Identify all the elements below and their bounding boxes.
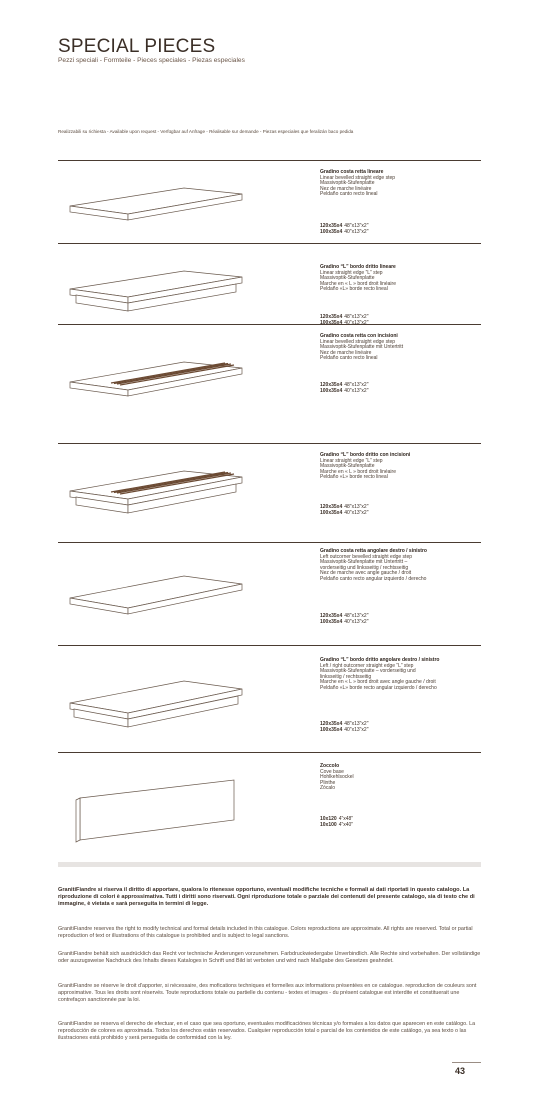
desc-line: vorderseitig und linksseitig / rechtsseitig: [320, 564, 409, 571]
special-piece-item: [58, 645, 481, 752]
size-code: 100x35x4: [320, 619, 343, 625]
availability-note: Realizzabili su richiesta - Available upon request - Verfügbar auf Anfrage - Réalisable sur demande - Piezas especiales que feralizán baco pedida: [58, 129, 354, 134]
step-l-edge-drawing: [66, 257, 246, 319]
item-name: Gradino costa retta lineare: [320, 169, 384, 175]
size-inch: 48"x13"x2": [344, 504, 369, 510]
desc-line: Massivoptik-Stufenplatte: [320, 180, 375, 187]
size-inch: 48"x13"x2": [344, 721, 369, 727]
desc-line: Peldaño «L» borde recto angular izquierdo / derecho: [320, 684, 437, 691]
size-inch: 40"x13"x2": [344, 229, 369, 235]
size-inch: 48"x13"x2": [344, 223, 369, 229]
desc-line: Massivoptik-Stufenplatte mit Untertritt: [320, 344, 404, 351]
size-inch: 40"x13"x2": [344, 510, 369, 516]
size-code: 100x35x4: [320, 388, 343, 394]
special-piece-item: [58, 443, 481, 542]
step-corner-drawing: [66, 562, 246, 632]
size-inch: 48"x13"x2": [344, 613, 369, 619]
item-name: Gradino “L” bordo dritto con incisioni: [320, 452, 411, 458]
size-row: [320, 229, 368, 235]
size-list: [320, 504, 368, 516]
desc-line: Peldaño canto recto lineal: [320, 191, 378, 198]
desc-line: Linear straight edge “L” step: [320, 269, 383, 276]
section-separator: [58, 862, 481, 867]
special-piece-item: [58, 542, 481, 645]
desc-line: Peldaño «L» borde recto lineal: [320, 286, 388, 293]
item-description: [320, 549, 480, 583]
special-piece-item: [58, 243, 481, 324]
size-inch: 4"x40": [338, 822, 354, 828]
legal-notice-de: GranitiFiandre behält sich ausdrücklich das Recht vor technische Änderungen vorzunehmen. Farbdruckwiedergabe Unverbindlich. Alle Rechte sind vorbehalten. Der vollständige oder auszugsweise Nachdruck des Inhalts dieses Kataloges in Schrift und Bild ist verboten und wird nach Maßgabe des Gesetzes geahndet.: [58, 951, 481, 964]
desc-line: Massivoptik-Stufenplatte: [320, 463, 375, 470]
desc-line: Massivoptik-Stufenplatte: [320, 275, 375, 282]
item-name: Gradino “L” bordo dritto angolare destro / sinistro: [320, 657, 440, 663]
size-code: 10x100: [320, 822, 337, 828]
cove-base-drawing: [66, 766, 246, 856]
size-inch: 40"x13"x2": [344, 388, 369, 394]
size-row: [320, 727, 368, 733]
item-name: Gradino costa retta con incisioni: [320, 333, 398, 339]
size-code: 100x35x4: [320, 510, 343, 516]
legal-notice-en: GranitiFiandre reserves the right to modify technical and formal details included in this catalogue. Colors reproductions are approximate. All rights are reserved. Total or partial reproduction of text or illustrations of this catalogue is prohibited and is subject to legal sanctions.: [58, 926, 473, 939]
item-description: [320, 334, 480, 362]
special-piece-item: [58, 160, 481, 243]
size-row: [320, 388, 368, 394]
item-description: [320, 170, 480, 198]
size-list: [320, 613, 368, 625]
size-inch: 40"x13"x2": [344, 619, 369, 625]
size-row: [320, 619, 368, 625]
size-code: 10x120: [320, 816, 337, 822]
item-description: [320, 658, 480, 692]
item-name: Gradino costa retta angolare destro / sinistro: [320, 548, 427, 554]
desc-line: Linear straight edge “L” step: [320, 457, 383, 464]
size-list: [320, 721, 368, 733]
desc-line: Hohlkehlsockel: [320, 774, 354, 781]
size-row: [320, 822, 353, 828]
item-description: [320, 265, 480, 293]
size-code: 100x35x4: [320, 320, 343, 326]
size-code: 100x35x4: [320, 727, 343, 733]
size-inch: 48"x13"x2": [344, 314, 369, 320]
size-list: [320, 816, 353, 828]
step-straight-edge-drawing: [66, 174, 246, 234]
desc-line: Marche en « L » bord droit linéaire: [320, 280, 396, 287]
step-grooved-drawing: [66, 348, 246, 414]
size-code: 120x35x4: [320, 613, 343, 619]
size-code: 120x35x4: [320, 223, 343, 229]
size-inch: 4"x48": [338, 816, 354, 822]
desc-line: Peldaño canto recto lineal: [320, 355, 378, 362]
page-subtitle: Pezzi speciali - Formteile - Pieces speciales - Piezas especiales: [58, 57, 245, 64]
desc-line: Peldaño canto recto angular izquierdo / derecho: [320, 575, 427, 582]
desc-line: Marche en « L » bord droit linéaire: [320, 468, 396, 475]
desc-line: Linear bevelled straight edge step: [320, 338, 396, 345]
size-code: 120x35x4: [320, 721, 343, 727]
desc-line: Nez de marche linéaire: [320, 185, 372, 192]
desc-line: linksseitig / rechtsseitig: [320, 673, 372, 680]
size-list: [320, 382, 368, 394]
size-code: 120x35x4: [320, 314, 343, 320]
step-l-corner-drawing: [66, 667, 246, 741]
desc-line: Massivoptik-Stufenplatte – vorderseitig und: [320, 668, 416, 675]
page-number-rule: [452, 1062, 481, 1063]
special-piece-item: [58, 752, 481, 860]
desc-line: Cove base: [320, 768, 344, 775]
legal-notice-fr: GranitiFiandre se réserve le droit d'apporter, si nécessaire, des mofications techniques et formelles aux informations présentées en ce catalogue. reproduction de couleurs sont approximative. Tous les droits sont réservés. Toute reproductions totale ou partielle du contenu - textes et images - du présent catalogue est interdite et constituerait une contrefaçon sanctionnée par la loi.: [58, 983, 477, 1003]
size-code: 100x35x4: [320, 229, 343, 235]
size-inch: 40"x13"x2": [344, 320, 369, 326]
step-l-grooved-drawing: [66, 457, 246, 527]
desc-line: Massivoptik-Stufenplatte mit Untertritt –: [320, 559, 408, 566]
item-name: Gradino “L” bordo dritto lineare: [320, 264, 396, 270]
desc-line: Zócalo: [320, 785, 336, 792]
page-number: 43: [455, 1066, 466, 1076]
legal-notice-es: GranitiFiandre se reserva el derecho de efectuar, en el caso que sea oportuno, eventuales modificaciónes técnicas y/o formales a los datos que aparecen en este catálogo. La reproducción de colores es aproximada. Todos los derechos están reservados. Cualquier reproducción total o parcial de los contenidos de este catálogo, ya sea texto o las ilustraciones está prohibido y será perseguida de conformidad con la ley.: [58, 1021, 476, 1041]
size-row: [320, 510, 368, 516]
item-description: [320, 453, 480, 481]
legal-notice-it: GranitiFiandre si riserva il diritto di apportare, qualora lo ritenesse opportuno, eventuali modifiche tecniche e formali ai dati riportati in questo catalogo. La riproduzione di colori è approssimativa. Tutti i diritti sono riservati. Ogni riproduzione totale o parziale dei contenuti del presente catalogo, sia di testo che di immagine, è vietata e sarà perseguita in termini di legge.: [58, 887, 475, 907]
item-name: Zoccolo: [320, 763, 340, 769]
desc-line: Left outcorner bevelled straight edge step: [320, 553, 413, 560]
size-inch: 40"x13"x2": [344, 727, 369, 733]
size-list: [320, 223, 368, 235]
desc-line: Plinthe: [320, 779, 336, 786]
desc-line: Linear bevelled straight edge step: [320, 174, 396, 181]
desc-line: Nez de marche linéaire: [320, 349, 372, 356]
desc-line: Nez de marche avec angle gauche / droit: [320, 570, 412, 577]
desc-line: Marche en « L » bord droit avec angle gauche / droit: [320, 679, 436, 686]
special-piece-item: [58, 324, 481, 443]
size-inch: 48"x13"x2": [344, 382, 369, 388]
desc-line: Left / right outcorner straight edge “L” step: [320, 662, 414, 669]
item-description: [320, 764, 480, 792]
page-title: SPECIAL PIECES: [58, 36, 216, 57]
size-code: 120x35x4: [320, 504, 343, 510]
desc-line: Peldaño «L» borde recto lineal: [320, 474, 388, 481]
size-code: 120x35x4: [320, 382, 343, 388]
